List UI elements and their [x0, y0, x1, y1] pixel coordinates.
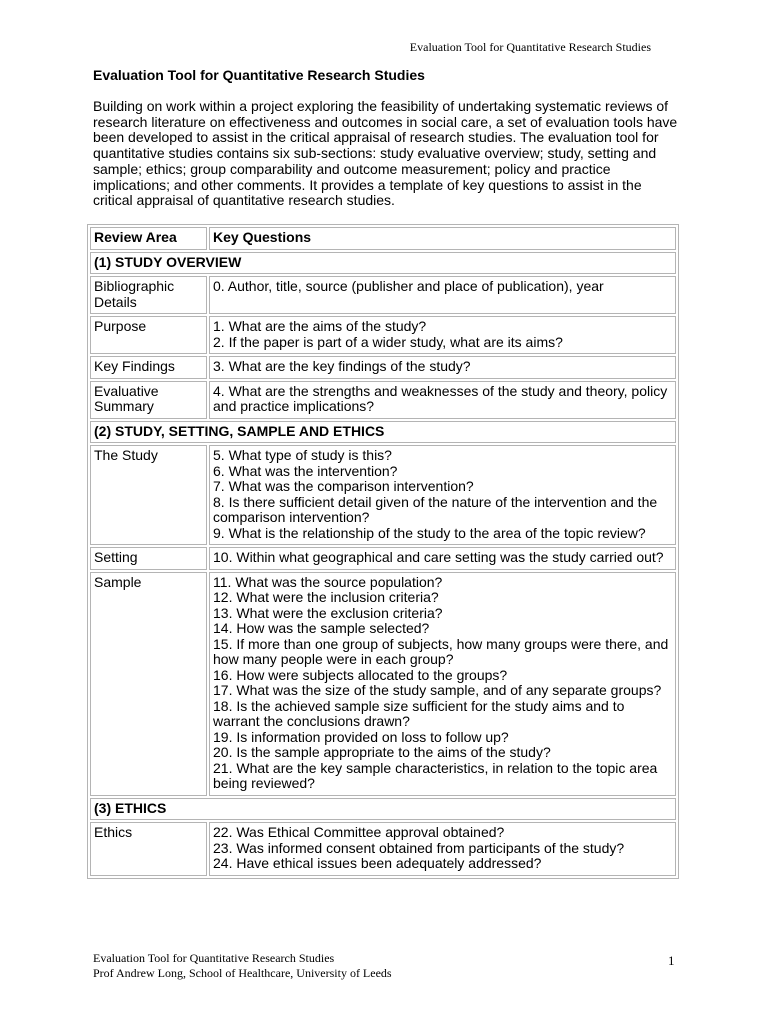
key-questions-cell: [209, 356, 676, 379]
question: 20. Is the sample appropriate to the aims of the study?: [213, 744, 551, 760]
intro-paragraph: Building on work within a project exploring the feasibility of undertaking systematic reviews of research literature on effectiveness and outcomes in social care, a set of evaluation tools have been developed to assist in the critical appraisal of research studies. The evaluation tool for quantitative studies contains six sub-sections: study evaluative overview; study, setting and sample; ethics; group comparability and outcome measurement; policy and practice implications; and other comments. It provides a template of key questions to assist in the critical appraisal of quantitative research studies.: [93, 98, 678, 209]
question: 14. How was the sample selected?: [213, 620, 430, 636]
key-questions-cell: [209, 381, 676, 419]
question: 17. What was the size of the study sample, and of any separate groups?: [213, 682, 662, 698]
header-review-area: Review Area: [90, 227, 207, 250]
section-row-study-overview: [90, 252, 676, 275]
section-title: (2) STUDY, SETTING, SAMPLE AND ETHICS: [90, 421, 676, 444]
question: 19. Is information provided on loss to follow up?: [213, 728, 509, 745]
review-area-cell: Setting: [90, 547, 207, 570]
question: 8. Is there sufficient detail given of the nature of the intervention and the comparison intervention?: [213, 493, 658, 525]
key-questions-cell: [209, 316, 676, 354]
review-area-cell: Purpose: [90, 316, 207, 354]
key-questions-cell: [209, 572, 676, 796]
page-number: 1: [668, 953, 675, 968]
table-row-evaluative-summary: [90, 381, 676, 419]
table-row-ethics: [90, 822, 676, 876]
table-row-purpose: [90, 316, 676, 354]
key-questions-cell: [209, 547, 676, 570]
table-row-key-findings: [90, 356, 676, 379]
question: 12. What were the inclusion criteria?: [213, 589, 439, 605]
question: 4. What are the strengths and weaknesses of the study and theory, policy and practice implications?: [213, 382, 668, 414]
section-title: (1) STUDY OVERVIEW: [90, 252, 676, 275]
question: 2. If the paper is part of a wider study, what are its aims?: [213, 333, 563, 350]
question: 6. What was the intervention?: [213, 462, 398, 479]
table-row-setting: [90, 547, 676, 570]
question: 22. Was Ethical Committee approval obtained?: [213, 824, 505, 840]
footer-author: Prof Andrew Long, School of Healthcare, University of Leeds: [93, 966, 392, 980]
header-key-questions: Key Questions: [209, 227, 676, 250]
review-area-cell: Key Findings: [90, 356, 207, 379]
question: 15. If more than one group of subjects, how many groups were there, and how many people were in each group?: [213, 635, 669, 667]
section-row-ethics: [90, 798, 676, 821]
review-area-cell: Sample: [90, 572, 207, 796]
page-footer: [93, 951, 392, 981]
table-row-the-study: [90, 445, 676, 545]
review-area-cell: Ethics: [90, 822, 207, 876]
question: 11. What was the source population?: [213, 573, 443, 590]
question: 23. Was informed consent obtained from participants of the study?: [213, 839, 625, 856]
question: 0. Author, title, source (publisher and place of publication), year: [213, 278, 604, 294]
key-questions-cell: [209, 822, 676, 876]
review-area-cell: Bibliographic Details: [90, 276, 207, 314]
running-header: Evaluation Tool for Quantitative Research Studies: [409, 40, 651, 54]
table-row-sample: [90, 572, 676, 796]
question: 7. What was the comparison intervention?: [213, 478, 474, 494]
question: 5. What type of study is this?: [213, 447, 392, 463]
section-row-study-setting-sample-ethics: [90, 421, 676, 444]
question: 3. What are the key findings of the study?: [213, 358, 471, 374]
review-area-cell: Evaluative Summary: [90, 381, 207, 419]
question: 24. Have ethical issues been adequately addressed?: [213, 855, 542, 871]
question: 1. What are the aims of the study?: [213, 318, 427, 334]
question: 10. Within what geographical and care setting was the study carried out?: [213, 549, 664, 565]
key-questions-cell: [209, 276, 676, 314]
review-area-cell: The Study: [90, 445, 207, 545]
table-header-row: [90, 227, 676, 250]
table-row-bibliographic-details: [90, 276, 676, 314]
key-questions-cell: [209, 445, 676, 545]
question: 18. Is the achieved sample size sufficient for the study aims and to warrant the conclusions drawn?: [213, 697, 625, 729]
question: 9. What is the relationship of the study to the area of the topic review?: [213, 524, 646, 541]
question: 13. What were the exclusion criteria?: [213, 604, 443, 621]
section-title: (3) ETHICS: [90, 798, 676, 821]
footer-title: Evaluation Tool for Quantitative Research Studies: [93, 951, 335, 965]
question: 21. What are the key sample characteristics, in relation to the topic area being reviewed?: [213, 759, 658, 791]
review-table: [87, 224, 679, 879]
question: 16. How were subjects allocated to the groups?: [213, 666, 508, 683]
document-title: Evaluation Tool for Quantitative Research Studies: [93, 67, 425, 83]
